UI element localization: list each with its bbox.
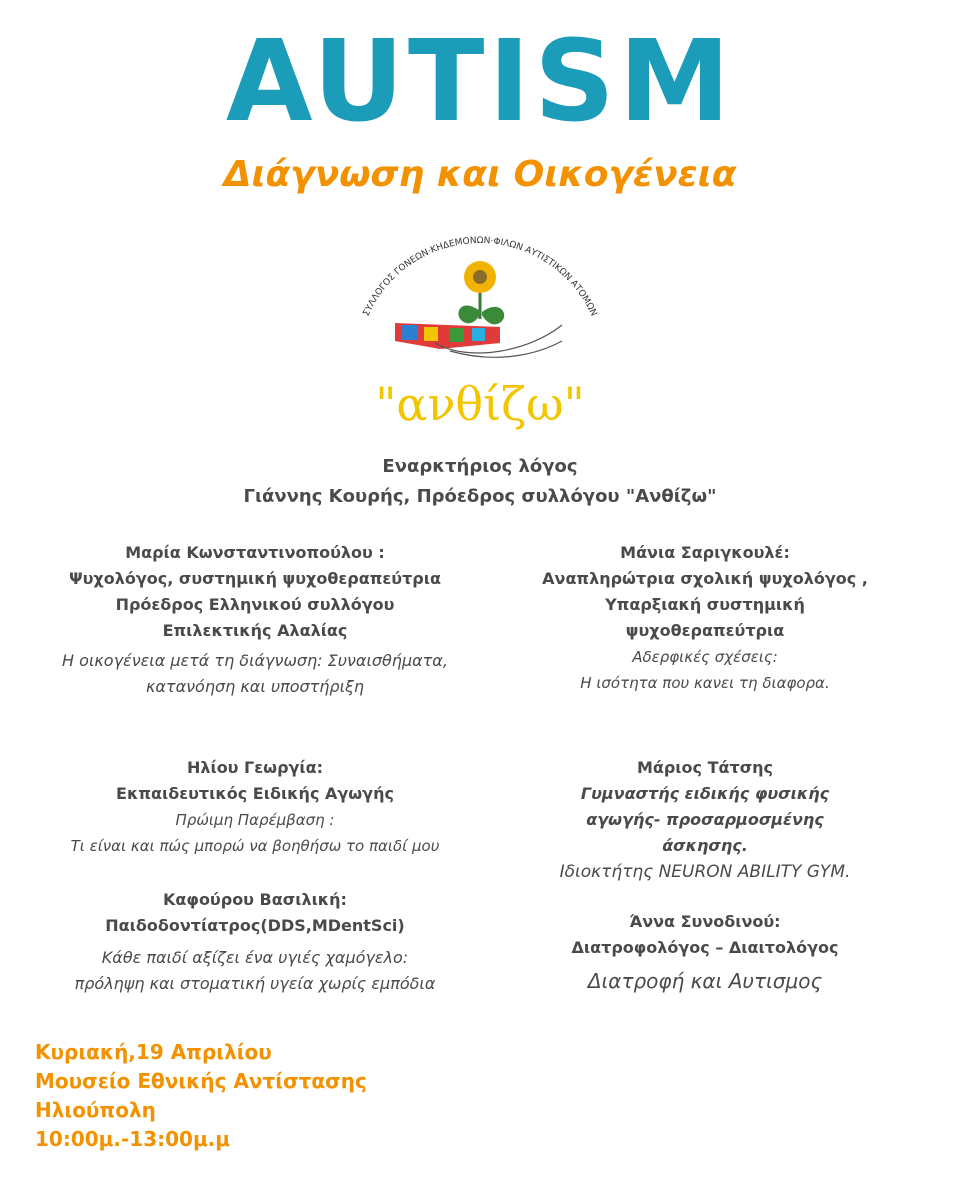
speaker-role: Επιλεκτικής Αλαλίας xyxy=(162,621,348,640)
poster-subtitle: Διάγνωση και Οικογένεια xyxy=(223,154,737,195)
event-city: Ηλιούπολη xyxy=(35,1098,156,1122)
speaker-role: Διατροφολόγος – Διαιτολόγος xyxy=(571,938,839,957)
speaker-name: Μάνια Σαριγκουλέ: xyxy=(620,543,790,562)
speaker-name: Καφούρου Βασιλική: xyxy=(163,890,347,909)
talk-topic: Αδερφικές σχέσεις: xyxy=(632,648,778,666)
leaf-left xyxy=(458,306,480,324)
speaker-name: Μαρία Κωνσταντινοπούλου : xyxy=(125,543,385,562)
event-date: Κυριακή,19 Απριλίου xyxy=(35,1040,272,1064)
talk-topic: πρόληψη και στοματική υγεία χωρίς εμπόδια xyxy=(74,974,436,993)
leaf-right xyxy=(482,307,504,325)
speaker-role: Εκπαιδευτικός Ειδικής Αγωγής xyxy=(116,784,394,803)
talk-topic: κατανόηση και υποστήριξη xyxy=(145,677,365,696)
event-details xyxy=(35,1038,367,1154)
poster-title: AUTISM xyxy=(225,17,735,147)
talk-topic: Κάθε παιδί αξίζει ένα υγιές χαμόγελο: xyxy=(101,948,409,967)
speaker-role: Παιδοδοντίατρος(DDS,MDentSci) xyxy=(105,916,405,935)
speaker-role: Ψυχολόγος, συστημική ψυχοθεραπεύτρια xyxy=(69,569,441,588)
logo-ring-text: ΣΥΛΛΟΓΟΣ ΓΟΝΕΩΝ·ΚΗΔΕΜΟΝΩΝ·ΦΙΛΩΝ ΑΥΤΙΣΤΙΚΩΝ ΑΤΟΜΩΝ xyxy=(361,236,599,318)
speaker-block xyxy=(20,887,490,997)
opening-label: Εναρκτήριος λόγος xyxy=(382,456,578,477)
sunflower-icon xyxy=(464,261,496,293)
speaker-block xyxy=(20,755,490,859)
speaker-role: αγωγής- προσαρμοσμένης xyxy=(586,810,824,829)
speaker-name: Άννα Συνοδινού: xyxy=(629,912,781,931)
event-time: 10:00μ.-13:00μ.μ xyxy=(35,1127,230,1151)
speaker-block xyxy=(470,755,940,885)
talk-topic: Τι είναι και πώς μπορώ να βοηθήσω το παιδί μου xyxy=(70,837,440,855)
speaker-role: Γυμναστής ειδικής φυσικής xyxy=(580,784,830,803)
speaker-role: ψυχοθεραπεύτρια xyxy=(625,621,785,640)
opening-speaker: Γιάννης Κουρής, Πρόεδρος συλλόγου "Ανθίζω" xyxy=(243,486,717,507)
speaker-name: Μάριος Τάτσης xyxy=(636,758,774,777)
talk-topic: Η οικογένεια μετά τη διάγνωση: Συναισθήματα, xyxy=(62,651,448,670)
event-venue: Μουσείο Εθνικής Αντίστασης xyxy=(35,1069,367,1093)
logo-name: "ανθίζω" xyxy=(375,377,585,430)
speaker-role: άσκησης. xyxy=(662,836,748,855)
talk-topic: Διατροφή και Αυτισμος xyxy=(587,969,823,993)
speaker-block xyxy=(20,540,490,700)
speaker-role: Αναπληρώτρια σχολική ψυχολόγος , xyxy=(542,569,868,588)
anthizo-logo xyxy=(340,215,620,430)
talk-topic: Η ισότητα που κανει τη διαφορα. xyxy=(580,674,830,692)
speaker-role: Πρόεδρος Ελληνικού συλλόγου xyxy=(115,595,395,614)
talk-topic: Ιδιοκτήτης NEURON ABILITY GYM. xyxy=(559,862,851,882)
talk-topic: Πρώιμη Παρέμβαση : xyxy=(175,811,335,829)
opening-speech xyxy=(0,452,960,512)
speaker-name: Ηλίου Γεωργία: xyxy=(186,758,324,777)
speaker-role: Υπαρξιακή συστημική xyxy=(605,595,805,614)
speaker-block xyxy=(470,909,940,997)
speaker-block xyxy=(470,540,940,696)
